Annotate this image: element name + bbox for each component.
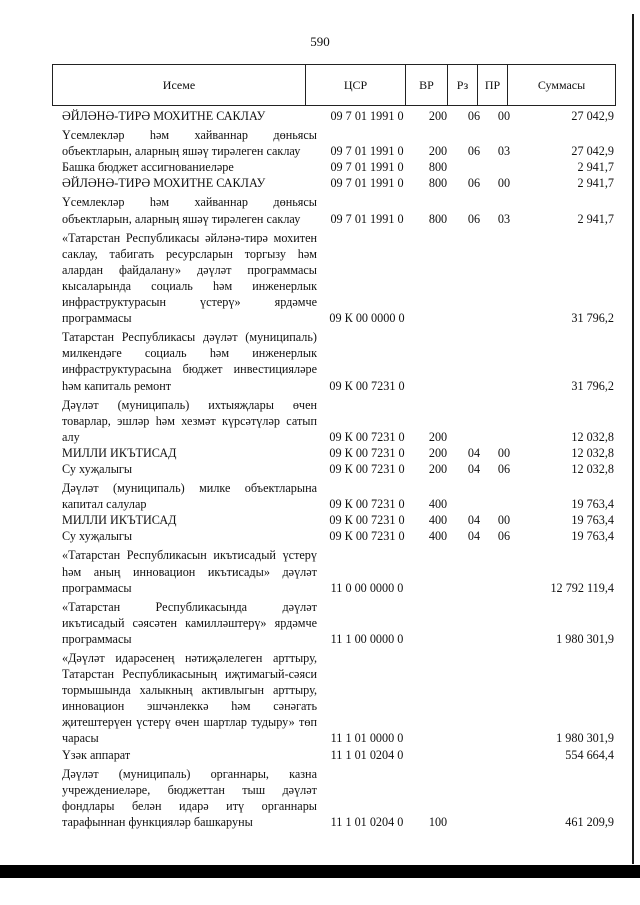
- row-csr: 09 7 01 1991 0: [330, 176, 404, 191]
- row-name: «Дәүләт идарәсенең нәтиҗәлелеген арттыру, Татарстан Республикасының иҗтимагый-сәяси тормышында халыкның активлыгын арттыру, инновацион эшчәнлеккә һәм сәнәгать җитештерүен үстерү өчен шартлар тудыру» төп чарасы: [62, 651, 317, 746]
- table-row: [62, 599, 614, 647]
- row-name: ӘЙЛӘНӘ-ТИРӘ МОХИТНЕ САКЛАУ: [62, 176, 266, 191]
- row-pr: 00: [497, 109, 511, 123]
- row-vr: 400: [428, 513, 448, 528]
- row-sum: 31 796,2: [571, 311, 614, 326]
- row-pr: 00: [497, 176, 511, 191]
- row-vr: 200: [428, 445, 448, 460]
- table-row: [62, 397, 614, 445]
- row-name: Су хуҗалыгы: [62, 461, 133, 476]
- row-sum: 12 032,8: [571, 445, 614, 460]
- row-csr: 09 К 00 7231 0: [329, 513, 405, 528]
- table-body: [62, 108, 614, 830]
- row-name: «Татарстан Республикасын икътисадый үстерү һәм аның инновацион икътисады» дәүләт программасы: [62, 548, 317, 595]
- header-csr: ЦСР: [306, 65, 406, 105]
- row-name: Үсемлекләр һәм хайваннар дөньясы объектларын, аларның яшәү тирәлеген саклау: [62, 195, 317, 226]
- row-vr: 800: [428, 176, 448, 191]
- row-csr: 09 К 00 0000 0: [329, 311, 405, 326]
- row-name: ӘЙЛӘНӘ-ТИРӘ МОХИТНЕ САКЛАУ: [62, 109, 266, 123]
- row-csr: 09 К 00 7231 0: [329, 378, 405, 393]
- page-edge-line: [632, 14, 634, 864]
- table-row: [62, 159, 614, 175]
- row-vr: 800: [428, 211, 448, 226]
- row-sum: 2 941,7: [577, 160, 614, 175]
- row-sum: 12 032,8: [571, 429, 614, 444]
- row-pr: 03: [497, 211, 511, 226]
- row-sum: 2 941,7: [577, 176, 614, 191]
- row-name: Дәүләт (муниципаль) милке объектларына капитал салулар: [62, 481, 317, 512]
- row-rz: 04: [467, 445, 481, 460]
- row-vr: 200: [428, 461, 448, 476]
- table-row: [62, 461, 614, 477]
- row-sum: 19 763,4: [571, 497, 614, 512]
- row-sum: 31 796,2: [571, 378, 614, 393]
- row-csr: 09 К 00 7231 0: [329, 497, 405, 512]
- row-pr: 00: [497, 513, 511, 528]
- table-row: [62, 108, 614, 124]
- row-rz: 04: [467, 529, 481, 544]
- row-csr: 09 7 01 1991 0: [330, 109, 404, 123]
- row-sum: 12 032,8: [571, 461, 614, 476]
- row-csr: 11 1 00 0000 0: [330, 631, 404, 646]
- header-pr: ПР: [478, 65, 508, 105]
- row-name: Татарстан Республикасы дәүләт (муниципаль) милкендәге социаль һәм инженерлык инфраструктурасына бюджет инвестицияләре һәм капиталь ремонт: [62, 330, 317, 393]
- row-csr: 09 7 01 1991 0: [330, 211, 404, 226]
- row-name: «Татарстан Республикасында дәүләт икътисадый сәясәтен камилләштерү» ярдәмче программасы: [62, 599, 317, 646]
- row-sum: 19 763,4: [571, 529, 614, 544]
- table-row: [62, 650, 614, 747]
- row-rz: 06: [467, 176, 481, 191]
- table-header: [52, 64, 616, 106]
- table-row: [62, 480, 614, 512]
- row-vr: 200: [428, 144, 448, 159]
- row-csr: 09 7 01 1991 0: [330, 144, 404, 159]
- row-vr: 800: [428, 160, 448, 175]
- row-sum: 461 209,9: [565, 814, 614, 829]
- row-sum: 2 941,7: [577, 211, 614, 226]
- row-rz: 04: [467, 513, 481, 528]
- table-row: [62, 445, 614, 461]
- row-vr: 200: [428, 429, 448, 444]
- row-name: Үсемлекләр һәм хайваннар дөньясы объектларын, аларның яшәү тирәлеген саклау: [62, 128, 317, 159]
- row-csr: 09 К 00 7231 0: [329, 529, 405, 544]
- row-pr: 00: [497, 445, 511, 460]
- row-sum: 1 980 301,9: [556, 631, 614, 646]
- row-name: Дәүләт (муниципаль) ихтыяҗлары өчен товарлар, эшләр һәм хезмәт күрсәтүләр сатып алу: [62, 397, 317, 444]
- table-row: [62, 329, 614, 393]
- row-pr: 06: [497, 461, 511, 476]
- row-vr: 400: [428, 497, 448, 512]
- table-row: [62, 547, 614, 595]
- row-name: Дәүләт (муниципаль) органнары, казна учреждениеләре, бюджеттан тыш дәүләт фондлары белән идарә итү органнары тарафыннан функцияләр башкаруны: [62, 766, 317, 829]
- row-sum: 1 980 301,9: [556, 731, 614, 746]
- row-csr: 11 1 01 0204 0: [330, 747, 404, 762]
- table-row: [62, 528, 614, 544]
- header-vr: ВР: [406, 65, 448, 105]
- row-name: Башка бюджет ассигнованиеләре: [62, 160, 234, 175]
- table-row: [62, 230, 614, 327]
- row-name: «Татарстан Республикасы әйләнә-тирә мохитен саклау, табигать ресурсларын торгызу һәм алардан файдалану» дәүләт программасы кысаларында социаль һәм инженерлык инфраструктурасын үстерү» ярдәмче программасы: [62, 230, 317, 326]
- header-rz: Рз: [448, 65, 478, 105]
- row-name: Үзәк аппарат: [62, 747, 131, 762]
- row-csr: 09 К 00 7231 0: [329, 461, 405, 476]
- row-name: Су хуҗалыгы: [62, 529, 133, 544]
- row-csr: 09 К 00 7231 0: [329, 445, 405, 460]
- row-rz: 04: [467, 461, 481, 476]
- row-name: МИЛЛИ ИКЪТИСАД: [62, 445, 177, 460]
- table-row: [62, 766, 614, 830]
- scan-bottom-bar: [0, 865, 640, 878]
- row-sum: 27 042,9: [571, 109, 614, 123]
- row-sum: 27 042,9: [571, 144, 614, 159]
- row-sum: 19 763,4: [571, 513, 614, 528]
- row-csr: 11 0 00 0000 0: [330, 580, 404, 595]
- row-rz: 06: [467, 144, 481, 159]
- row-rz: 06: [467, 211, 481, 226]
- row-pr: 03: [497, 144, 511, 159]
- row-csr: 11 1 01 0000 0: [330, 731, 404, 746]
- row-csr: 09 К 00 7231 0: [329, 429, 405, 444]
- row-name: МИЛЛИ ИКЪТИСАД: [62, 513, 177, 528]
- table-row: [62, 194, 614, 226]
- row-sum: 12 792 119,4: [550, 580, 614, 595]
- row-csr: 11 1 01 0204 0: [330, 814, 404, 829]
- table-row: [62, 512, 614, 528]
- header-sum: Суммасы: [537, 77, 586, 92]
- row-vr: 200: [428, 109, 448, 123]
- page-number: 590: [310, 34, 330, 49]
- row-rz: 06: [467, 109, 481, 123]
- header-name: Исеме: [53, 65, 306, 105]
- row-vr: 400: [428, 529, 448, 544]
- table-row: [62, 175, 614, 191]
- row-csr: 09 7 01 1991 0: [330, 160, 404, 175]
- row-sum: 554 664,4: [565, 747, 614, 762]
- table-row: [62, 127, 614, 159]
- table-row: [62, 747, 614, 763]
- row-pr: 06: [497, 529, 511, 544]
- row-vr: 100: [428, 814, 448, 829]
